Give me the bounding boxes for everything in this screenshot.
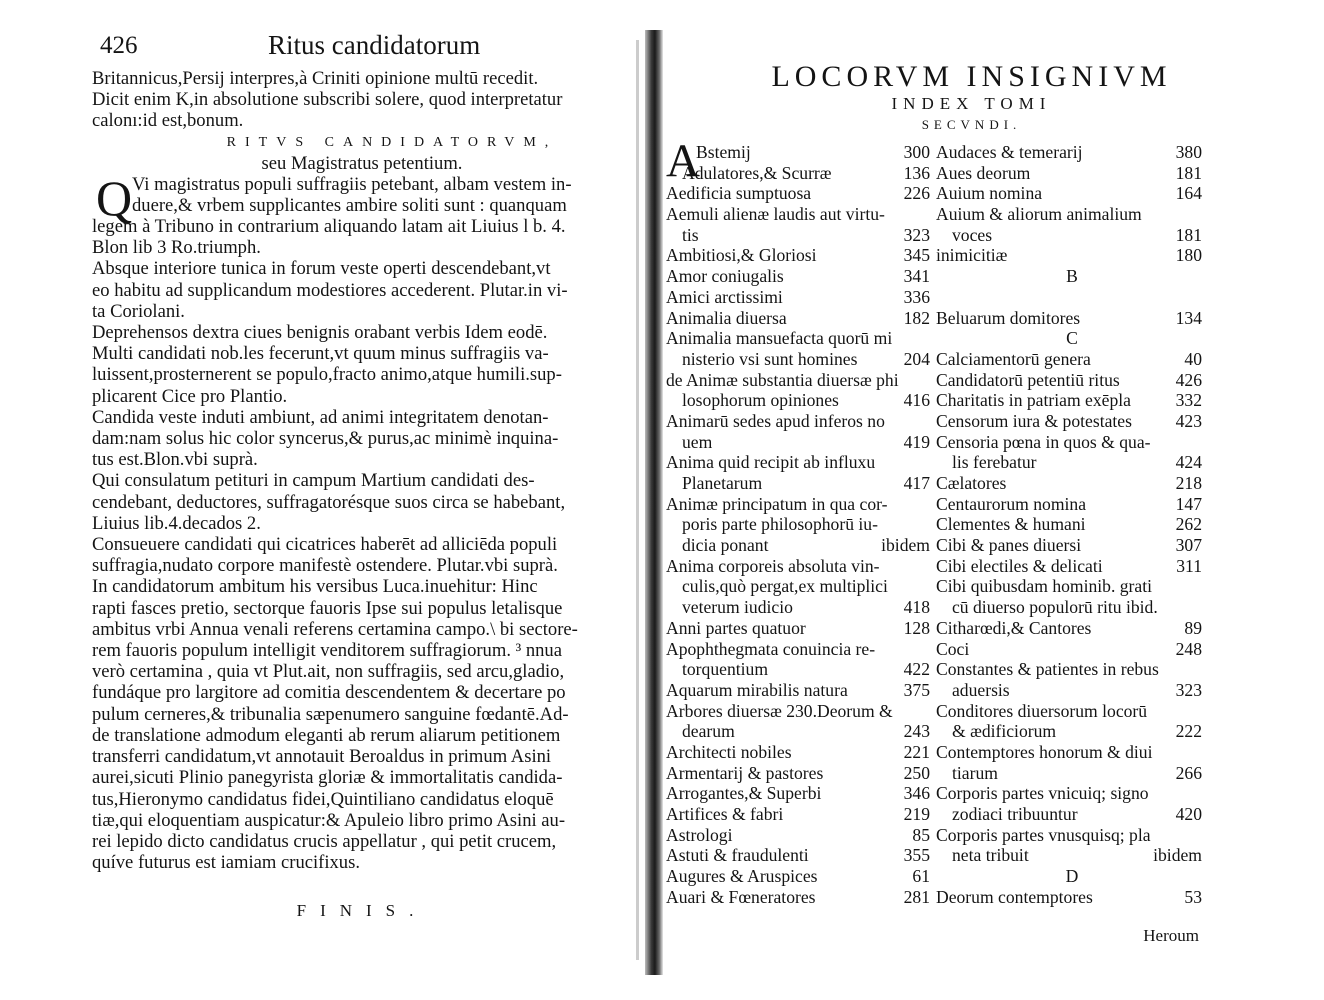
- text-line: quíve futurus est iamiam crucifixus.: [92, 852, 360, 874]
- index-letter-heading: [936, 328, 1208, 349]
- text-line: Qui consulatum petituri in campum Martium candidati des-: [92, 470, 535, 492]
- index-page-ref: 416: [903, 390, 930, 411]
- index-page-ref: 300: [903, 142, 930, 162]
- index-entry: [936, 701, 1208, 722]
- index-entry: [666, 576, 936, 597]
- index-entry-text: Centaurorum nomina: [936, 493, 1087, 514]
- index-entry: [666, 370, 936, 391]
- index-entry: [936, 514, 1208, 535]
- index-entry-text: Charitatis in patriam exēpla: [936, 390, 1131, 411]
- index-entry-text: Corporis partes vnusquisq; pla: [936, 824, 1151, 845]
- index-entry-text: losophorum opiniones: [682, 390, 839, 411]
- index-entry-text: Animarū sedes apud inferos no: [666, 410, 885, 431]
- text-line: Blon lib 3 Ro.triumph.: [92, 237, 261, 259]
- index-entry: [666, 183, 936, 204]
- index-entry: [666, 328, 936, 349]
- index-entry-text: culis,quò pergat,ex multiplici: [682, 576, 888, 597]
- text-line: rapti fasces pretio, sectorque fauoris Ipse sui populus letalisque: [92, 597, 563, 619]
- index-entry: [666, 887, 936, 908]
- intro-paragraph: [92, 68, 632, 132]
- index-entry-text: Bstemij: [696, 142, 751, 162]
- text-line: rem fauoris populum intelligit venditorem suffragiorum. ³ nnua: [92, 640, 562, 662]
- text-line: tus,Hieronymo candidatus fidei,Quintiliano candidatus eloquē: [92, 788, 554, 810]
- index-page-ref: 164: [1175, 183, 1202, 204]
- index-entry: [936, 411, 1208, 432]
- text-line: transferri candidatum,vt annotauit Beroaldus in primum Asini: [92, 746, 552, 768]
- index-entry: [666, 266, 936, 287]
- index-entry-text: Animalia diuersa: [666, 307, 787, 328]
- index-entry: [936, 804, 1208, 825]
- index-letter-heading: [936, 266, 1208, 287]
- index-entry-text: Aquarum mirabilis natura: [666, 679, 848, 700]
- text-line: fundáque pro largitore ad comitia descendentem & decertare po: [92, 682, 566, 704]
- index-entry: [666, 163, 936, 184]
- index-entry-text: cū diuerso populorū ritu ibid.: [952, 597, 1158, 618]
- index-entry: [666, 763, 936, 784]
- index-entry-text: Beluarum domitores: [936, 307, 1081, 328]
- running-title: Ritus candidatorum: [268, 30, 481, 60]
- text-line: Vi magistratus populi suffragiis petebant, albam vestem in-: [132, 173, 572, 195]
- section-title: RITVS CANDIDATORVM,: [226, 134, 558, 150]
- index-entry-text: Aedificia sumptuosa: [666, 183, 812, 204]
- index-entry-text: Candidatorū petentiū ritus: [936, 369, 1120, 390]
- index-entry-text: de Animæ substantia diuersæ phi: [666, 369, 899, 390]
- index-page-ref: 424: [1175, 452, 1202, 473]
- text-line: Britannicus,Persij interpres,à Criniti opinione multū recedit.: [92, 68, 539, 89]
- index-entry: [666, 783, 936, 804]
- index-page-ref: 250: [903, 762, 930, 783]
- index-entry: [936, 204, 1208, 225]
- index-entry: [666, 866, 936, 887]
- index-page-ref: 204: [903, 348, 930, 369]
- text-line: Absque interiore tunica in forum veste operti descendebant,vt: [92, 258, 551, 280]
- index-entry: [936, 887, 1208, 908]
- index-entry: [666, 494, 936, 515]
- index-entry: [936, 473, 1208, 494]
- index-entry-text: Cibi & panes diuersi: [936, 535, 1082, 556]
- index-entry: [936, 618, 1208, 639]
- drop-cap: Q: [96, 169, 133, 226]
- index-entry-text: Anni partes quatuor: [666, 617, 806, 638]
- index-entry: [936, 742, 1208, 763]
- index-entry-text: tis: [682, 224, 699, 245]
- index-page-ref: 85: [912, 824, 930, 845]
- index-entry-text: voces: [952, 224, 993, 245]
- index-entry-text: Auari & Fœneratores: [666, 886, 816, 907]
- index-entry: [936, 556, 1208, 577]
- text-line: ambitus vrbi Annua venali referens certamina campo.\ bi sectore-: [92, 618, 578, 640]
- index-page-ref: 182: [903, 307, 930, 328]
- index-entry: [936, 680, 1208, 701]
- book-gutter: [645, 30, 663, 975]
- index-entry-text: poris parte philosophorū iu-: [682, 514, 878, 535]
- index-entry-text: Constantes & patientes in rebus: [936, 659, 1159, 680]
- index-page-ref: 222: [1175, 721, 1202, 742]
- index-entry-text: nisterio vsi sunt homines: [682, 348, 858, 369]
- index-page-ref: 266: [1175, 762, 1202, 783]
- index-entry: [936, 390, 1208, 411]
- index-entry: [666, 514, 936, 535]
- index-entry-text: Arrogantes,& Superbi: [666, 783, 822, 804]
- index-entry: [936, 783, 1208, 804]
- index-page-ref: 40: [1184, 348, 1202, 369]
- text-line: plicarent Cice pro Plantio.: [92, 385, 288, 407]
- index-entry: [666, 825, 936, 846]
- index-entry: [936, 721, 1208, 742]
- index-page-ref: ibidem: [881, 535, 930, 556]
- index-entry: [666, 845, 936, 866]
- index-entry: [666, 659, 936, 680]
- page-number: 426: [100, 32, 138, 59]
- index-entry: [666, 225, 936, 246]
- index-entry-text: Artifices & fabri: [666, 804, 784, 824]
- index-entry: [666, 742, 936, 763]
- text-line: Consueuere candidati qui cicatrices haberēt ad alliciēda populi: [92, 534, 558, 556]
- index-column-2: [936, 142, 1208, 907]
- index-page-ref: 89: [1184, 617, 1202, 638]
- index-entry-text: Cibi quibusdam hominib. grati: [936, 576, 1153, 597]
- index-entry: [666, 349, 936, 370]
- text-line: luissent,prosternerent se populo,fracto animo,atque humili.sup-: [92, 364, 562, 386]
- index-entry-text: zodiaci tribuuntur: [952, 804, 1078, 824]
- index-entry-text: Arbores diuersæ 230.Deorum &: [666, 700, 893, 721]
- index-page-ref: 423: [1175, 410, 1202, 431]
- index-page-ref: 311: [1176, 555, 1202, 576]
- index-entry-text: Aemuli alienæ laudis aut virtu-: [666, 204, 885, 225]
- index-entry-text: Calciamentorū genera: [936, 348, 1091, 369]
- index-entry-text: Animæ principatum in qua cor-: [666, 493, 888, 514]
- index-page-ref: 221: [903, 741, 930, 762]
- index-entry: [666, 411, 936, 432]
- index-page-ref: 128: [903, 617, 930, 638]
- text-line: Liuius lib.4.decados 2.: [92, 512, 261, 534]
- index-entry-text: Censorum iura & potestates: [936, 410, 1132, 431]
- text-line: rei lepido dicto candidatus crucis appellatur , qui petit crucem,: [92, 830, 557, 852]
- index-entry-text: Corporis partes vnicuiq; signo: [936, 783, 1149, 804]
- catchword: Heroum: [1143, 926, 1199, 945]
- text-line: calonı:id est,bonum.: [92, 110, 244, 132]
- index-entry-text: lis ferebatur: [952, 452, 1037, 473]
- index-entry: [666, 473, 936, 494]
- body-text: [92, 169, 632, 874]
- left-page: [92, 28, 632, 921]
- index-entry: [936, 576, 1208, 597]
- index-entry: [666, 639, 936, 660]
- index-subtitle: INDEX TOMI: [891, 94, 1052, 113]
- index-entry: [936, 163, 1208, 184]
- index-entry: [666, 618, 936, 639]
- text-line: aurei,sicuti Plinio panegyrista gloriæ & immortalitatis candida-: [92, 767, 563, 789]
- index-page-ref: 341: [903, 266, 930, 287]
- index-subtitle-2: SECVNDI.: [921, 117, 1022, 132]
- index-entry: [666, 701, 936, 722]
- text-line: tiæ,qui eloquentiam auspicatur:& Apuleio libro primo Asini au-: [92, 809, 566, 831]
- text-line: Candida veste induti ambiunt, ad animi integritatem denotan-: [92, 406, 549, 428]
- index-entry: [666, 535, 936, 556]
- index-entry-text: Citharœdi,& Cantores: [936, 617, 1092, 638]
- index-page-ref: 307: [1175, 535, 1202, 556]
- index-page-ref: 136: [903, 162, 930, 183]
- index-entry-text: Amor coniugalis: [666, 266, 784, 287]
- index-entry-text: aduersis: [952, 679, 1010, 700]
- index-page-ref: 375: [903, 679, 930, 700]
- index-entry: [936, 225, 1208, 246]
- index-entry-text: veterum iudicio: [682, 597, 793, 618]
- text-line: dam:nam solus hic color syncerus,& purus,ac minimè inquina-: [92, 428, 559, 450]
- index-page-ref: 262: [1175, 514, 1202, 535]
- finis: FINIS.: [296, 901, 428, 921]
- index-page-ref: 345: [903, 245, 930, 266]
- index-entry-text: Censoria pœna in quos & qua-: [936, 431, 1151, 452]
- text-line: suffragia,nudato corpore manifestè ostendere. Plutar.vbi suprà.: [92, 555, 558, 577]
- index-page-ref: 53: [1184, 886, 1202, 907]
- text-line: legem à Tribuno in contrarium aliquando latam ait Liuius l b. 4.: [92, 216, 566, 238]
- index-page-ref: 281: [903, 886, 930, 907]
- index-page-ref: 323: [903, 224, 930, 245]
- index-entry: [936, 349, 1208, 370]
- text-line: de translatione admodum eleganti ab rerum aliarum petitionem: [92, 724, 561, 746]
- index-page-ref: 419: [903, 431, 930, 452]
- gutter-shadow: [636, 40, 639, 960]
- text-line: eo habitu ad supplicandum modestiores accederent. Plutar.in vi-: [92, 279, 568, 301]
- index-entry-text: Anima quid recipit ab influxu: [666, 452, 876, 473]
- index-page-ref: 417: [903, 473, 930, 493]
- index-entry: [936, 452, 1208, 473]
- index-entry: [666, 721, 936, 742]
- index-entry-text: dicia ponant: [682, 535, 769, 556]
- index-entry: [936, 535, 1208, 556]
- text-line: Dicit enim K,in absolutione subscribi solere, quod interpretatur: [92, 89, 563, 111]
- index-page-ref: 332: [1175, 390, 1202, 411]
- section-subtitle: seu Magistratus petentium.: [261, 152, 463, 174]
- index-entry: [666, 390, 936, 411]
- index-entry-text: D: [1065, 866, 1079, 887]
- running-head: [92, 28, 632, 68]
- index-entry-text: Contemptores honorum & diui: [936, 741, 1153, 762]
- text-line: tus est.Blon.vbi suprà.: [92, 449, 258, 471]
- index-page-ref: 336: [903, 286, 930, 307]
- index-entry-text: torquentium: [682, 659, 769, 680]
- index-entry-text: Animalia mansuefacta quorū mi: [666, 328, 893, 349]
- index-entry-text: Astrologi: [666, 824, 733, 845]
- index-entry-text: Audaces & temerarij: [936, 142, 1083, 162]
- text-line: cendebant, deductores, suffragatorésque suos circa se habebant,: [92, 491, 566, 513]
- index-entry: [936, 659, 1208, 680]
- index-entry: [666, 142, 936, 163]
- index-column-1: [666, 135, 936, 907]
- index-entry: [936, 370, 1208, 391]
- index-entry: [936, 845, 1208, 866]
- index-entry-text: Architecti nobiles: [666, 741, 792, 762]
- index-entry: [666, 452, 936, 473]
- index-entry-text: Cælatores: [936, 473, 1007, 493]
- index-page-ref: 181: [1175, 224, 1202, 245]
- text-line: ta Coriolani.: [92, 300, 185, 322]
- index-page-ref: ibidem: [1153, 845, 1202, 866]
- index-entry-text: B: [1066, 266, 1078, 287]
- index-entry: [936, 287, 1208, 308]
- index-entry-text: Amici arctissimi: [666, 286, 783, 307]
- index-entry: [936, 597, 1208, 618]
- index-entry: [666, 556, 936, 577]
- index-entry-text: Astuti & fraudulenti: [666, 845, 809, 866]
- index-page-ref: 219: [903, 804, 930, 824]
- index-entry-text: Aues deorum: [936, 162, 1031, 183]
- index-page-ref: 355: [903, 845, 930, 866]
- index-entry: [666, 308, 936, 329]
- index-entry: [936, 432, 1208, 453]
- right-page: [664, 60, 1209, 945]
- index-entry-text: Planetarum: [682, 473, 763, 493]
- index-entry-text: dearum: [682, 721, 735, 742]
- index-entry-text: Armentarij & pastores: [666, 762, 824, 783]
- text-line: Deprehensos dextra ciues benignis orabant verbis Idem eodē.: [92, 322, 548, 344]
- index-page-ref: 426: [1175, 369, 1202, 390]
- index-entry-text: Deorum contemptores: [936, 886, 1093, 907]
- text-line: In candidatorum ambitum his versibus Luca.inuehitur: Hinc: [92, 576, 538, 598]
- index-page-ref: 218: [1175, 473, 1202, 493]
- index-entry: [666, 432, 936, 453]
- index-entry-text: Auium nomina: [936, 183, 1043, 204]
- index-entry-text: Apophthegmata conuincia re-: [666, 638, 876, 659]
- text-line: pulum cerneres,& tribunalia sæpenumero sanguine fœdantē.Ad-: [92, 703, 569, 725]
- index-page-ref: 248: [1175, 638, 1202, 659]
- index-entry: [666, 245, 936, 266]
- index-page-ref: 323: [1175, 679, 1202, 700]
- index-entry: [936, 639, 1208, 660]
- index-entry: [936, 763, 1208, 784]
- index-entry-text: Conditores diuersorum locorū: [936, 700, 1148, 721]
- index-page-ref: 180: [1175, 245, 1202, 266]
- index-page-ref: 346: [903, 783, 930, 804]
- index-entry-text: Clementes & humani: [936, 514, 1086, 535]
- text-line: verò certamina , quia vt Plut.ait, non suffragiis, sed arcu,gladio,: [92, 661, 565, 683]
- index-title: LOCORVM INSIGNIVM: [771, 60, 1172, 93]
- index-page-ref: 422: [903, 659, 930, 680]
- index-page-ref: 380: [1175, 142, 1202, 162]
- index-entry-text: Auium & aliorum animalium: [936, 204, 1142, 225]
- index-entry-text: & ædificiorum: [952, 721, 1057, 742]
- index-entry-text: Cibi electiles & delicati: [936, 555, 1103, 576]
- index-letter-heading: [936, 866, 1208, 887]
- index-entry-text: uem: [682, 431, 713, 452]
- index-entry: [936, 308, 1208, 329]
- big-initial: A: [666, 135, 700, 187]
- index-entry: [666, 287, 936, 308]
- index-entry: [936, 825, 1208, 846]
- index-page-ref: 418: [903, 597, 930, 618]
- index-page-ref: 420: [1175, 804, 1202, 824]
- index-entry-text: inimicitiæ: [936, 245, 1008, 266]
- index-entry: [666, 804, 936, 825]
- index-entry-text: Augures & Aruspices: [666, 866, 818, 887]
- index-entry: [666, 597, 936, 618]
- index-entry-text: Anima corporeis absoluta vin-: [666, 555, 880, 576]
- index-entry: [666, 680, 936, 701]
- index-entry: [666, 204, 936, 225]
- index-page-ref: 181: [1175, 162, 1202, 183]
- body-lines: [92, 169, 632, 874]
- index-entry-text: Coci: [936, 638, 970, 659]
- index-entry: [936, 494, 1208, 515]
- index-entry: [936, 142, 1208, 163]
- index-page-ref: 147: [1175, 493, 1202, 514]
- index-page-ref: 61: [912, 866, 930, 887]
- index-entry-text: neta tribuit: [952, 845, 1029, 866]
- index-entry-text: tiarum: [952, 762, 998, 783]
- index-entry-text: Adulatores,& Scurræ: [682, 162, 832, 183]
- index-page-ref: 134: [1175, 307, 1202, 328]
- text-line: duere,& vrbem supplicantes ambire soliti sunt : quanquam: [132, 194, 567, 216]
- index-page-ref: 243: [903, 721, 930, 742]
- index-entry-text: C: [1066, 328, 1078, 349]
- index-entry: [936, 245, 1208, 266]
- index-page-ref: 226: [903, 183, 930, 204]
- index-entry: [936, 183, 1208, 204]
- index-entry-text: Ambitiosi,& Gloriosi: [666, 245, 817, 266]
- text-line: Multi candidati nob.les fecerunt,vt quum minus suffragiis va-: [92, 343, 549, 365]
